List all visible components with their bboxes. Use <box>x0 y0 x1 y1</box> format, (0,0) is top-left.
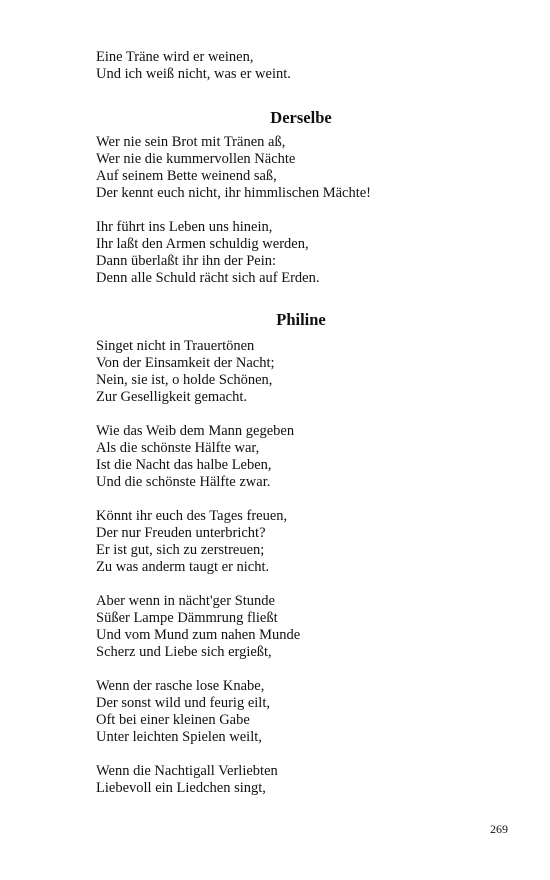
verse-line: Zu was anderm taugt er nicht. <box>96 559 270 575</box>
stanza <box>96 134 506 202</box>
verse-line: Süßer Lampe Dämmrung fließt <box>96 610 278 626</box>
verse-line: Denn alle Schuld rächt sich auf Erden. <box>96 270 320 286</box>
verse-line: Wer nie sein Brot mit Tränen aß, <box>96 134 286 150</box>
verse-line: Wie das Weib dem Mann gegeben <box>96 423 295 439</box>
verse-line: Auf seinem Bette weinend saß, <box>96 168 277 184</box>
verse-line: Eine Träne wird er weinen, <box>96 49 254 65</box>
verse-line: Unter leichten Spielen weilt, <box>96 729 262 745</box>
verse-line: Wenn der rasche lose Knabe, <box>96 678 265 694</box>
book-page <box>96 0 506 880</box>
stanza <box>96 219 506 287</box>
verse-line: Aber wenn in nächt'ger Stunde <box>96 593 275 609</box>
poem-title: Derselbe <box>270 108 332 127</box>
stanza <box>96 338 506 406</box>
verse-line: Oft bei einer kleinen Gabe <box>96 712 250 728</box>
stanza <box>96 678 506 746</box>
verse-line: Und die schönste Hälfte zwar. <box>96 474 271 490</box>
opening-stanza <box>96 49 291 83</box>
verse-line: Ist die Nacht das halbe Leben, <box>96 457 272 473</box>
verse-line: Wenn die Nachtigall Verliebten <box>96 763 278 779</box>
verse-line: Von der Einsamkeit der Nacht; <box>96 355 275 371</box>
poem-title: Philine <box>276 310 326 329</box>
stanza <box>96 763 506 797</box>
poem-derselbe <box>96 108 506 304</box>
poem-philine <box>96 310 506 814</box>
verse-line: Er ist gut, sich zu zerstreuen; <box>96 542 265 558</box>
verse-line: Nein, sie ist, o holde Schönen, <box>96 372 273 388</box>
verse-line: Scherz und Liebe sich ergießt, <box>96 644 272 660</box>
verse-line: Der nur Freuden unterbricht? <box>96 525 266 541</box>
stanza <box>96 508 506 576</box>
verse-line: Ihr führt ins Leben uns hinein, <box>96 219 273 235</box>
verse-line: Der kennt euch nicht, ihr himmlischen Mächte! <box>96 185 372 201</box>
verse-line: Und ich weiß nicht, was er weint. <box>96 66 291 82</box>
verse-line: Ihr laßt den Armen schuldig werden, <box>96 236 309 252</box>
verse-line: Und vom Mund zum nahen Munde <box>96 627 301 643</box>
verse-line: Zur Geselligkeit gemacht. <box>96 389 247 405</box>
stanza <box>96 423 506 491</box>
verse-line: Singet nicht in Trauertönen <box>96 338 255 354</box>
verse-line: Als die schönste Hälfte war, <box>96 440 260 456</box>
verse-line: Dann überlaßt ihr ihn der Pein: <box>96 253 276 269</box>
stanza <box>96 593 506 661</box>
verse-line: Liebevoll ein Liedchen singt, <box>96 780 266 796</box>
verse-line: Der sonst wild und feurig eilt, <box>96 695 270 711</box>
page-number: 269 <box>490 822 508 836</box>
verse-line: Könnt ihr euch des Tages freuen, <box>96 508 288 524</box>
verse-line: Wer nie die kummervollen Nächte <box>96 151 296 167</box>
